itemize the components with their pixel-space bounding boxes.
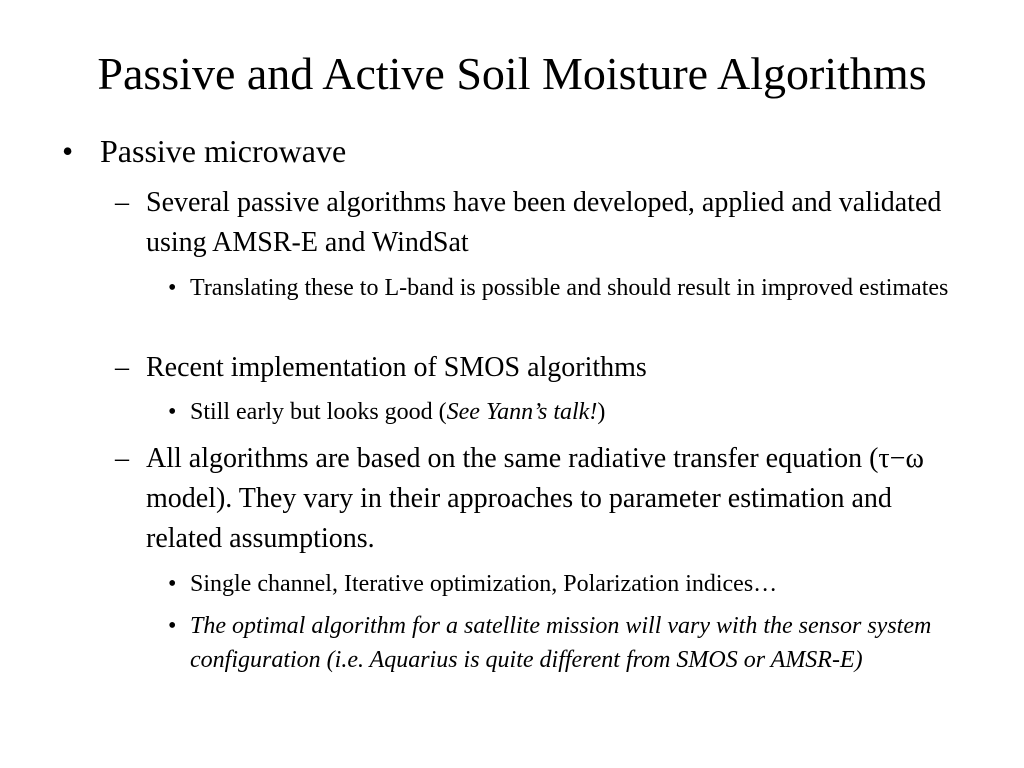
bullet-text: Passive microwave — [100, 133, 347, 169]
text-before: Still early but looks good ( — [190, 399, 447, 425]
slide-title: Passive and Active Soil Moisture Algorithms — [97, 48, 927, 99]
subsubbullet-text: Single channel, Iterative optimization, Polarization indices… — [190, 571, 778, 597]
see-talk-italic: See Yann’s talk! — [446, 399, 598, 425]
bullet-marker: • — [168, 613, 177, 639]
subsubbullet-still-early — [168, 395, 950, 429]
subbullet-several-algorithms — [115, 183, 946, 263]
subbullet-smos-implementation — [115, 348, 946, 388]
bullet-marker: • — [168, 571, 177, 597]
subbullet-all-algorithms — [115, 439, 946, 559]
subsubbullet-text: The optimal algorithm for a satellite mission will vary with the sensor system configuration (i.e. Aquarius is quite different from SMOS or AMSR-E) — [190, 613, 932, 673]
bullet-marker: • — [62, 133, 74, 169]
subbullet-text: All algorithms are based on the same radiative transfer equation (τ−ω model). They vary in their approaches to parameter estimation and related assumptions. — [146, 443, 924, 554]
subsubbullet-single-channel — [168, 567, 950, 601]
dash-marker: – — [115, 187, 129, 218]
bullet-marker: • — [168, 275, 177, 301]
dash-marker: – — [115, 352, 129, 383]
subsubbullet-translating-l-band — [168, 271, 950, 305]
subsubbullet-optimal-algorithm — [168, 609, 950, 677]
subsubbullet-text: Translating these to L-band is possible and should result in improved estimates — [190, 275, 949, 301]
subsubbullet-text — [190, 395, 950, 429]
bullet-passive-microwave — [62, 131, 346, 171]
subbullet-text: Several passive algorithms have been developed, applied and validated using AMSR-E and WindSat — [146, 187, 942, 258]
bullet-marker: • — [168, 399, 177, 425]
text-after: ) — [597, 399, 606, 425]
subbullet-text: Recent implementation of SMOS algorithms — [146, 352, 647, 383]
dash-marker: – — [115, 443, 129, 474]
